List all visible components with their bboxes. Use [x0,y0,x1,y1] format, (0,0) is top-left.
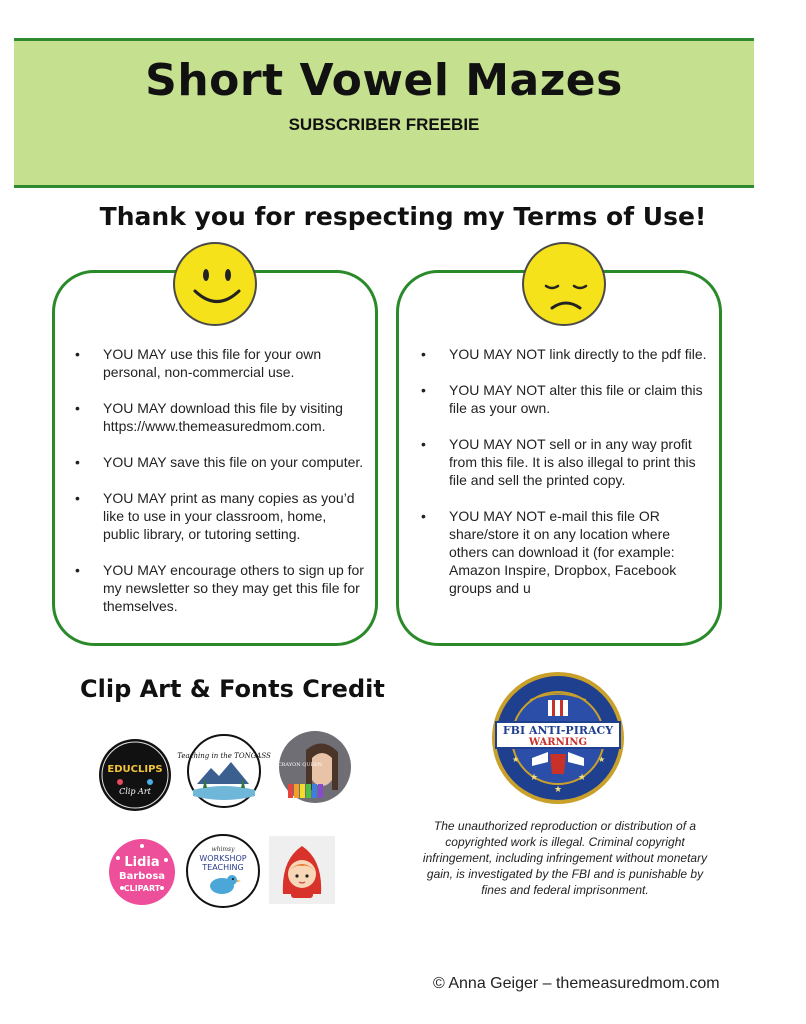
lidia-clipart-text: CLIPART [123,884,161,893]
teaching-tongass-logo [177,734,271,808]
list-item: • YOU MAY NOT alter this file or claim this file as your own. [421,381,709,417]
teaching-text: TEACHING [202,863,244,872]
list-item: • YOU MAY NOT sell or in any way profit from this file. It is also illegal to print this file and sell the printed copy. [421,435,709,489]
list-item: • YOU MAY NOT link directly to the pdf file. [421,345,709,363]
svg-text:★: ★ [598,755,606,764]
workshop-text: WORKSHOP [199,854,247,863]
crayon-queen-logo [278,730,352,804]
fbi-line1: FBI ANTI-PIRACY [502,724,614,737]
whimsy-text: whimsy [211,846,235,853]
barbosa-text: Barbosa [118,871,166,882]
terms-heading: Thank you for respecting my Terms of Use! [99,202,707,231]
educlips-sub-text: Clip Art [119,787,151,796]
list-item: • YOU MAY download this file by visiting https://www.themeasuredmom.com. [75,399,365,435]
sad-face-icon [522,242,606,326]
svg-text:★: ★ [578,772,587,782]
tongass-text: Teaching in the TONGASS [177,752,271,760]
lidia-text: Lidia [124,855,160,870]
lidia-barbosa-logo [108,838,176,906]
copyright-footer: © Anna Geiger – themeasuredmom.com [433,975,720,992]
whimsy-workshop-logo [186,834,260,908]
list-item: • YOU MAY NOT e-mail this file OR share/store it on any location where others can download it (for example: Amazon Inspire, Dropbox, Facebook groups and u [421,507,709,597]
educlips-logo [98,738,172,812]
fbi-line2: WARNING [528,737,588,748]
smiley-face-icon [173,242,257,326]
crayon-queen-text: CRAYON QUEEN [277,762,323,768]
list-item: • YOU MAY use this file for your own personal, non-commercial use. [75,345,365,381]
fbi-disclaimer: The unauthorized reproduction or distribution of a copyrighted work is illegal. Criminal copyright infringement, including infringement without monetary gain, is investigated by the FBI and is punishable by fines and federal imprisonment. [422,819,708,897]
header-banner [14,38,754,188]
may-terms-list [75,345,365,633]
may-not-terms-list [421,345,709,615]
credit-heading: Clip Art & Fonts Credit [80,675,385,703]
svg-text:★: ★ [554,784,563,794]
list-item: • YOU MAY encourage others to sign up for my newsletter so they may get this file for themselves. [75,561,365,615]
page-subtitle: SUBSCRIBER FREEBIE [288,115,480,134]
svg-text:★: ★ [512,755,520,764]
svg-text:★: ★ [530,772,539,782]
fbi-seal-icon [490,670,626,810]
list-item: • YOU MAY save this file on your computer. [75,453,365,471]
page-title: Short Vowel Mazes [145,55,623,106]
list-item: • YOU MAY print as many copies as you’d like to use in your classroom, home, public library, or tutoring setting. [75,489,365,543]
educlips-text: EDUCLIPS [107,764,163,775]
red-riding-hood-clipart [269,836,335,904]
